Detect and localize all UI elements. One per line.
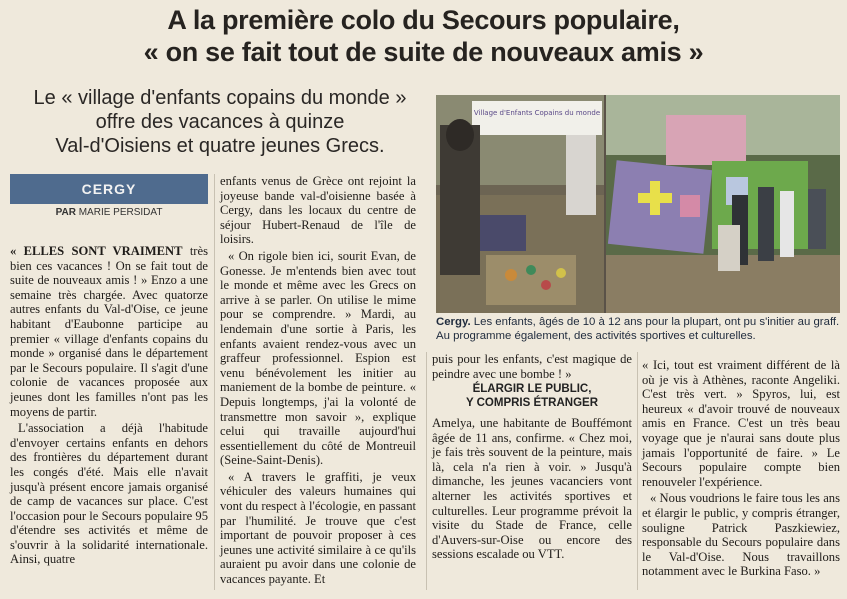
photo-icon: [436, 95, 840, 313]
deck-line-1: Le « village d'enfants copains du monde »: [33, 87, 407, 109]
column-4-paragraph-1: « Ici, tout est vraiment différent de là où je vis à Athènes, raconte Angeliki. C'est très vert. » Spyros, lui, est heureux « d'avoir trouvé de nouveaux amis en France. C'est un très beau voyage que je n'aurai sans doute plus jamais l'opportunité de faire. » Le Secours populaire compte bien renouveler l'expérience.: [642, 358, 840, 489]
column-2-paragraph-2: « On rigole bien ici, sourit Evan, de Gonesse. Je m'entends bien avec tout le monde et même avec les Grecs on arrive à se parler. On utilise le mime pour se comprendre. » Mardi, au lendemain d'une sortie à Paris, les enfants avaient rendez-vous avec un graffeur professionnel. Espion est venu bénévolement les initier au maniement de la bombe de peinture. « Depuis longtemps, j'ai la volonté de transmettre mon savoir », explique celui qui travaille aujourd'hui essentiellement du côté de Montreuil (Seine-Saint-Denis).: [220, 248, 416, 468]
column-1: [10, 244, 208, 569]
column-1-paragraph-2: L'association a déjà l'habitude d'envoyer certains enfants en dehors des frontières du département durant les congés d'été. Mais elle n'avait jusqu'à présent encore jamais organisé de camp de vacances sur place. C'est l'occasion pour le Secours populaire 95 d'étendre ses activités et même de s'ouvrir à la solidarité internationale. Ainsi, quatre: [10, 421, 208, 567]
deck-line-3: Val-d'Oisiens et quatre jeunes Grecs.: [55, 135, 385, 157]
column-3-paragraph-1: Amelya, une habitante de Bouffémont âgée de 11 ans, confirme. « Chez moi, je fais très souvent de la peinture, mais là, cela n'a rien à voir. » Jusqu'à dimanche, les jeunes vacanciers vont alterner les activités sportives et culturelles. Leur programme prévoit la visite du Stade de France, celle d'Auvers-sur-Oise ou encore des sessions escalade ou VTT.: [432, 416, 632, 562]
column-3-paragraph-top: puis pour les enfants, c'est magique de peindre avec une bombe ! »: [432, 352, 632, 381]
column-divider: [637, 352, 638, 590]
subhead-line-2: Y COMPRIS ÉTRANGER: [465, 397, 599, 409]
byline: [10, 207, 208, 218]
location-box: [10, 174, 208, 204]
subhead-line-1: ÉLARGIR LE PUBLIC,: [472, 383, 592, 395]
deck-line-2: offre des vacances à quinze: [95, 111, 345, 133]
article-deck: [10, 86, 430, 158]
headline-line-2: « on se fait tout de suite de nouveaux amis »: [143, 37, 704, 67]
headline-line-1: A la première colo du Secours populaire,: [167, 5, 680, 35]
column-3: [432, 416, 632, 564]
column-4-paragraph-2: « Nous voudrions le faire tous les ans et élargir le public, y compris étranger, souligne Patrick Paszkiewiez, responsable du Secours populaire dans le Val-d'Oise. Nous travaillons notamment avec le Burkina Faso. »: [642, 491, 840, 579]
column-2-paragraph-1: enfants venus de Grèce ont rejoint la joyeuse bande val-d'oisienne basée à Cergy, dans les locaux du centre de séjour Hubert-Renaud de l'île de loisirs.: [220, 174, 416, 247]
article-photo: [436, 95, 840, 313]
caption-text: Les enfants, âgés de 10 à 12 ans pour la plupart, ont pu s'initier au graff. Au programme également, des activités sportives et culturelles.: [436, 316, 840, 342]
section-subhead: [432, 382, 632, 410]
photo-caption: [436, 316, 842, 343]
article-headline: [0, 4, 847, 68]
column-divider: [426, 352, 427, 590]
column-1-paragraph-1: [10, 244, 208, 419]
byline-author: MARIE PERSIDAT: [78, 207, 163, 218]
column-2-paragraph-3: « A travers le graffiti, je veux véhiculer des valeurs humaines qui vont du respect à l'écologie, en passant par l'humilité. Je trouve que c'est important de pouvoir proposer à ces jeunes une activité similaire à ce qu'ils auraient pu avoir dans une colonie de vacances payante. Et: [220, 469, 416, 587]
column-2: [220, 174, 416, 589]
byline-prefix: PAR: [55, 207, 76, 218]
column-3-top: [432, 352, 632, 383]
banner-text: Village d'Enfants Copains du monde: [473, 109, 601, 117]
location-label: CERGY: [81, 181, 137, 197]
lead-in: « ELLES SONT VRAIMENT: [10, 244, 183, 258]
column-1-text-1: très bien ces vacances ! On se fait tout de suite de nouveaux amis ! » Enzo a une semaine très chargée. Avec quatorze autres enfants du Val-d'Oise, ce jeune habitant d'Eaubonne participe au premier « village d'enfants copains du monde » organisé dans le département par le Secours populaire. Il s'agit d'une colonie de vacances proposée aux jeunes dont les familles n'ont pas les moyens de partir.: [10, 244, 208, 419]
column-divider: [214, 174, 215, 590]
column-4: [642, 358, 840, 581]
caption-place: Cergy.: [436, 316, 471, 328]
